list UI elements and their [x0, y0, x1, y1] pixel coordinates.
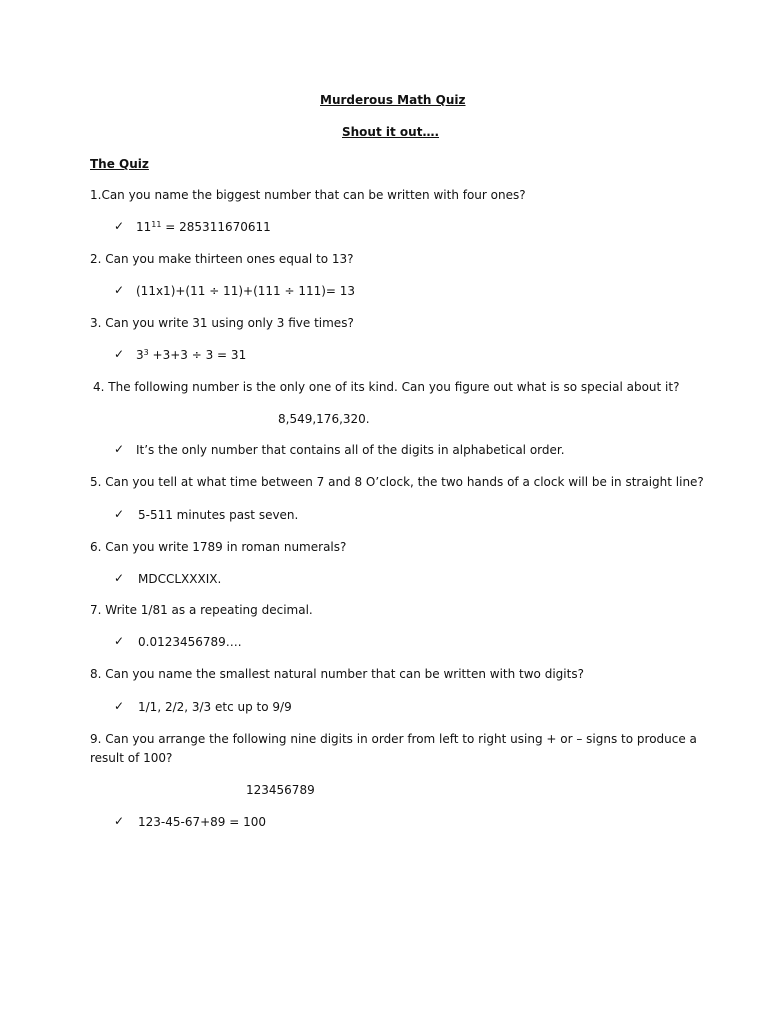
page-title: Murderous Math Quiz — [320, 93, 466, 107]
answer-9: 123-45-67+89 = 100 — [138, 815, 267, 829]
check-mark-icon: ✓ — [114, 634, 125, 648]
section-heading: The Quiz — [90, 157, 149, 171]
page-subtitle: Shout it out…. — [342, 125, 439, 139]
question-9: 9. Can you arrange the following nine digits in order from left to right using + or – signs to produce a — [90, 732, 697, 746]
answer-8: 1/1, 2/2, 3/3 etc up to 9/9 — [138, 700, 292, 714]
check-mark-icon: ✓ — [114, 283, 125, 297]
answer-3-base: 3 — [136, 348, 144, 362]
question-5: 5. Can you tell at what time between 7 and 8 O’clock, the two hands of a clock will be in straight line? — [90, 475, 704, 489]
answer-1 — [136, 219, 271, 235]
check-mark-icon: ✓ — [114, 219, 125, 233]
answer-1-exponent: 11 — [151, 220, 162, 229]
question-9-continued: result of 100? — [90, 751, 173, 765]
question-8: 8. Can you name the smallest natural number that can be written with two digits? — [90, 667, 584, 681]
answer-6: MDCCLXXXIX. — [138, 572, 222, 586]
question-7: 7. Write 1/81 as a repeating decimal. — [90, 603, 313, 617]
question-4: 4. The following number is the only one of its kind. Can you figure out what is so special about it? — [93, 380, 680, 394]
question-4-number: 8,549,176,320. — [278, 412, 370, 426]
answer-1-base: 11 — [136, 220, 152, 234]
check-mark-icon: ✓ — [114, 507, 125, 521]
answer-3-exponent: 3 — [143, 348, 149, 357]
question-6: 6. Can you write 1789 in roman numerals? — [90, 540, 347, 554]
answer-1-rest: = 285311670611 — [161, 220, 271, 234]
question-3: 3. Can you write 31 using only 3 five times? — [90, 316, 354, 330]
check-mark-icon: ✓ — [114, 347, 125, 361]
answer-7: 0.0123456789…. — [138, 635, 242, 649]
question-9-digits: 123456789 — [246, 783, 315, 797]
check-mark-icon: ✓ — [114, 571, 125, 585]
answer-3 — [136, 347, 246, 363]
answer-4: It’s the only number that contains all of the digits in alphabetical order. — [136, 443, 565, 457]
answer-2: (11x1)+(11 ÷ 11)+(111 ÷ 111)= 13 — [136, 284, 356, 298]
check-mark-icon: ✓ — [114, 699, 125, 713]
check-mark-icon: ✓ — [114, 442, 125, 456]
answer-3-rest: +3+3 ÷ 3 = 31 — [148, 348, 247, 362]
question-1: 1.Can you name the biggest number that can be written with four ones? — [90, 188, 526, 202]
check-mark-icon: ✓ — [114, 814, 125, 828]
answer-5: 5-511 minutes past seven. — [138, 508, 299, 522]
question-2: 2. Can you make thirteen ones equal to 13? — [90, 252, 354, 266]
